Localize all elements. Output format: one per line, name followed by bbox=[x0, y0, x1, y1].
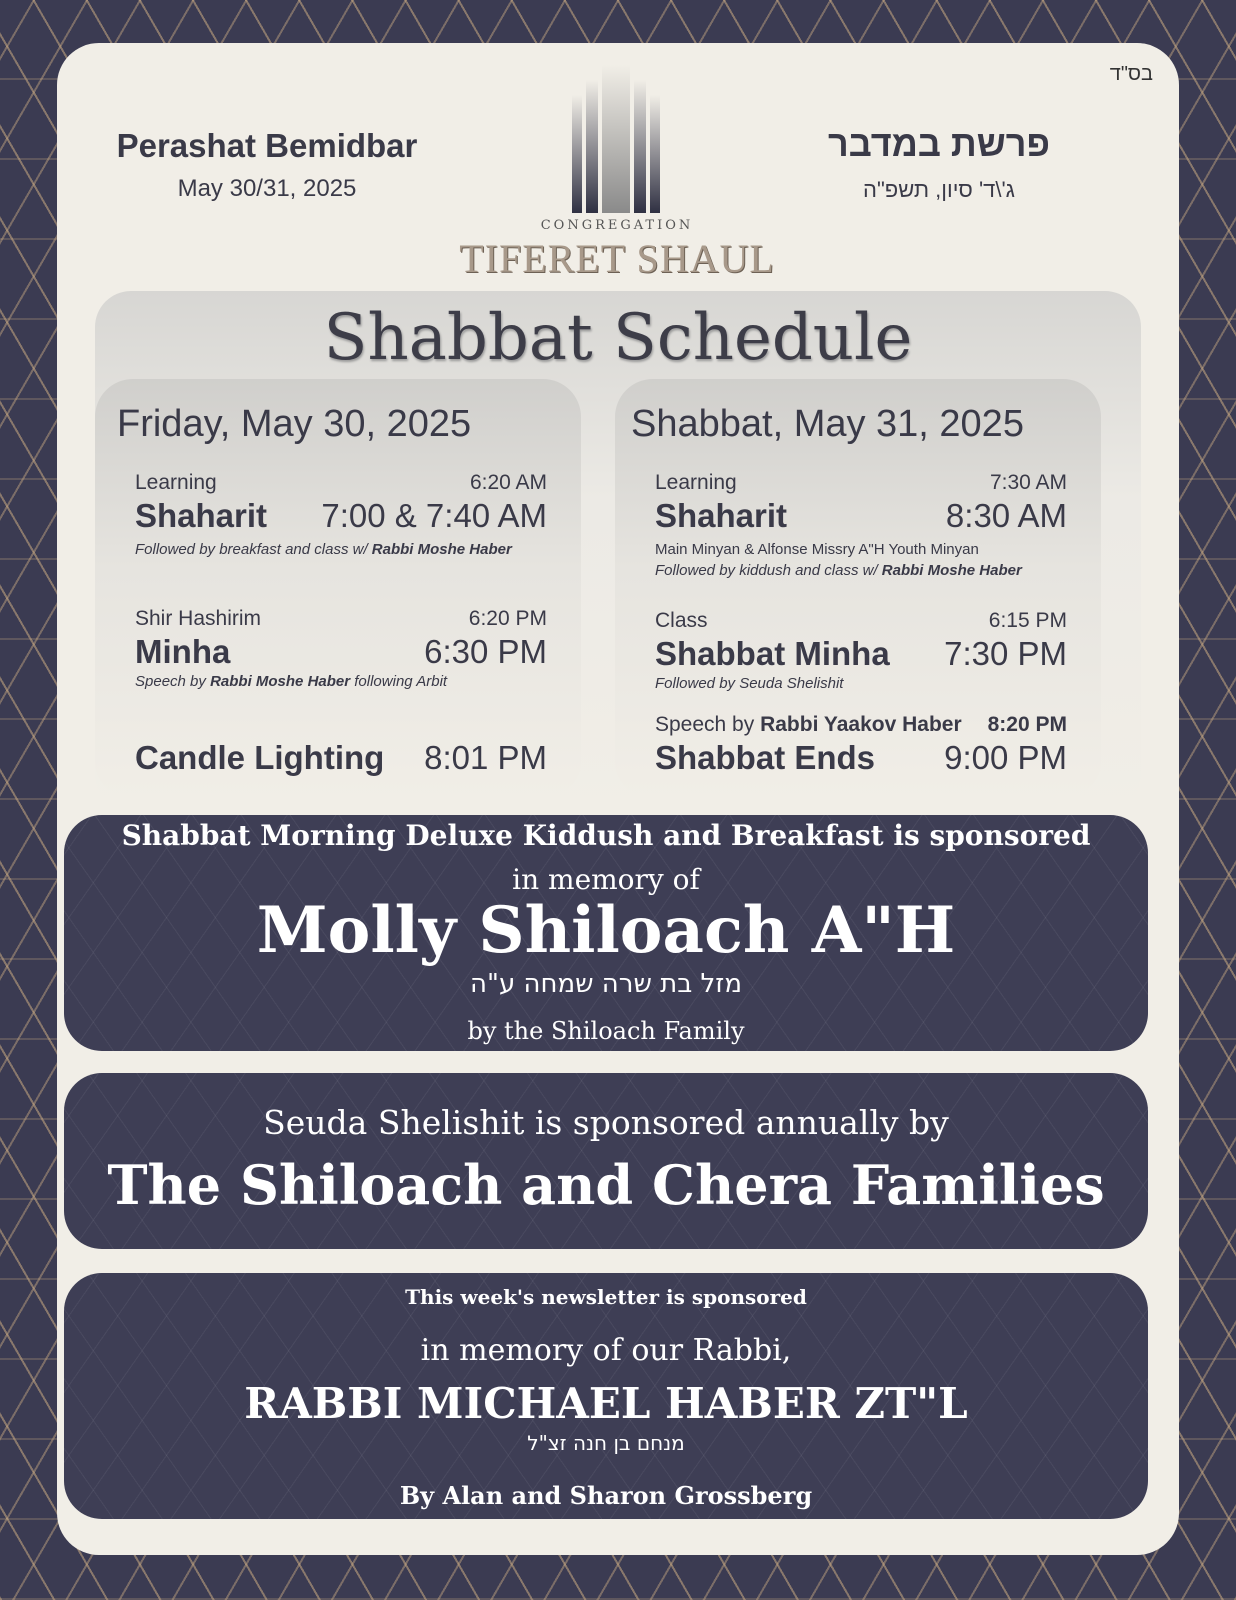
label: Shaharit bbox=[135, 497, 268, 534]
time: 7:30 AM bbox=[989, 471, 1067, 494]
parasha-hebrew bbox=[789, 123, 1089, 203]
sponsor-by: by the Shiloach Family bbox=[467, 1017, 745, 1045]
label: Minha bbox=[135, 633, 231, 670]
time: 8:01 PM bbox=[424, 739, 547, 776]
friday-title: Friday, May 30, 2025 bbox=[117, 403, 472, 445]
label: Learning bbox=[655, 471, 737, 494]
time: 6:20 AM bbox=[469, 471, 547, 494]
sponsor-line: This week's newsletter is sponsored bbox=[405, 1285, 807, 1309]
time: 6:20 PM bbox=[468, 607, 547, 630]
logo-pillars-icon bbox=[562, 65, 672, 215]
friday-candle-lighting bbox=[135, 737, 547, 777]
label: Shaharit bbox=[655, 497, 788, 534]
note: Followed by kiddush and class w/ Rabbi Moshe Haber bbox=[655, 562, 1022, 579]
schedule-title: Shabbat Schedule bbox=[323, 301, 913, 375]
newsletter-sponsor-panel bbox=[64, 1273, 1148, 1519]
friday-column bbox=[95, 379, 581, 799]
seuda-sponsor-panel bbox=[64, 1073, 1148, 1249]
friday-shaharit bbox=[135, 471, 547, 558]
sponsor-honoree: Molly Shiloach A"H bbox=[256, 893, 956, 968]
flyer-card bbox=[57, 43, 1179, 1555]
logo-congregation-text: CONGREGATION bbox=[540, 218, 694, 233]
note: Speech by Rabbi Moshe Haber following Arbit bbox=[135, 673, 448, 690]
bsd-mark: בס"ד bbox=[1109, 63, 1153, 85]
kiddush-sponsor-panel bbox=[64, 815, 1148, 1051]
note: Followed by Seuda Shelishit bbox=[655, 675, 844, 692]
sponsor-families: The Shiloach and Chera Families bbox=[107, 1153, 1105, 1217]
sponsor-line: Seuda Shelishit is sponsored annually by bbox=[263, 1103, 949, 1142]
label: Shabbat Minha bbox=[655, 635, 890, 672]
parasha-title-en: Perashat Bemidbar bbox=[116, 127, 418, 164]
parasha-date-he: ג'\ד' סיון, תשפ"ה bbox=[863, 177, 1015, 202]
shabbat-speech: Speech by Rabbi Yaakov Haber 8:20 PM bbox=[655, 713, 1067, 736]
parasha-english bbox=[97, 127, 437, 203]
label: Candle Lighting bbox=[135, 739, 385, 776]
shabbat-minha bbox=[655, 609, 1067, 692]
sponsor-line: Shabbat Morning Deluxe Kiddush and Breakfast is sponsored bbox=[121, 819, 1091, 852]
time: 8:20 PM bbox=[987, 713, 1067, 736]
parasha-title-he: פרשת במדבר bbox=[828, 123, 1050, 164]
label: Shir Hashirim bbox=[135, 607, 262, 630]
label: Learning bbox=[135, 471, 217, 494]
note: Followed by breakfast and class w/ Rabbi Moshe Haber bbox=[135, 541, 512, 558]
shabbat-ends bbox=[655, 737, 1067, 777]
shabbat-shaharit bbox=[655, 471, 1067, 579]
friday-minha bbox=[135, 607, 547, 690]
shabbat-column bbox=[615, 379, 1101, 799]
shabbat-schedule bbox=[95, 291, 1141, 811]
label: Shabbat Ends bbox=[655, 739, 876, 776]
sponsor-line: in memory of our Rabbi, bbox=[420, 1333, 792, 1368]
sponsor-by: By Alan and Sharon Grossberg bbox=[399, 1481, 813, 1510]
congregation-logo bbox=[447, 65, 787, 295]
label: Class bbox=[655, 609, 708, 632]
shabbat-title: Shabbat, May 31, 2025 bbox=[631, 403, 1024, 445]
time: 6:15 PM bbox=[988, 609, 1067, 632]
time: 9:00 PM bbox=[944, 739, 1067, 776]
sponsor-hebrew-name: מנחם בן חנה זצ"ל bbox=[527, 1431, 685, 1455]
parasha-date-en: May 30/31, 2025 bbox=[177, 175, 357, 202]
sponsor-hebrew-name: מזל בת שרה שמחה ע"ה bbox=[470, 969, 742, 999]
sponsor-rabbi: RABBI MICHAEL HABER ZT"L bbox=[244, 1379, 968, 1428]
time: 8:30 AM bbox=[945, 497, 1067, 534]
note: Main Minyan & Alfonse Missry A"H Youth Minyan bbox=[655, 541, 979, 558]
sponsor-line: in memory of bbox=[512, 863, 700, 896]
time: 6:30 PM bbox=[424, 633, 547, 670]
time: 7:00 & 7:40 AM bbox=[321, 497, 547, 534]
logo-name-text: TIFERET SHAUL bbox=[459, 236, 775, 281]
time: 7:30 PM bbox=[944, 635, 1067, 672]
